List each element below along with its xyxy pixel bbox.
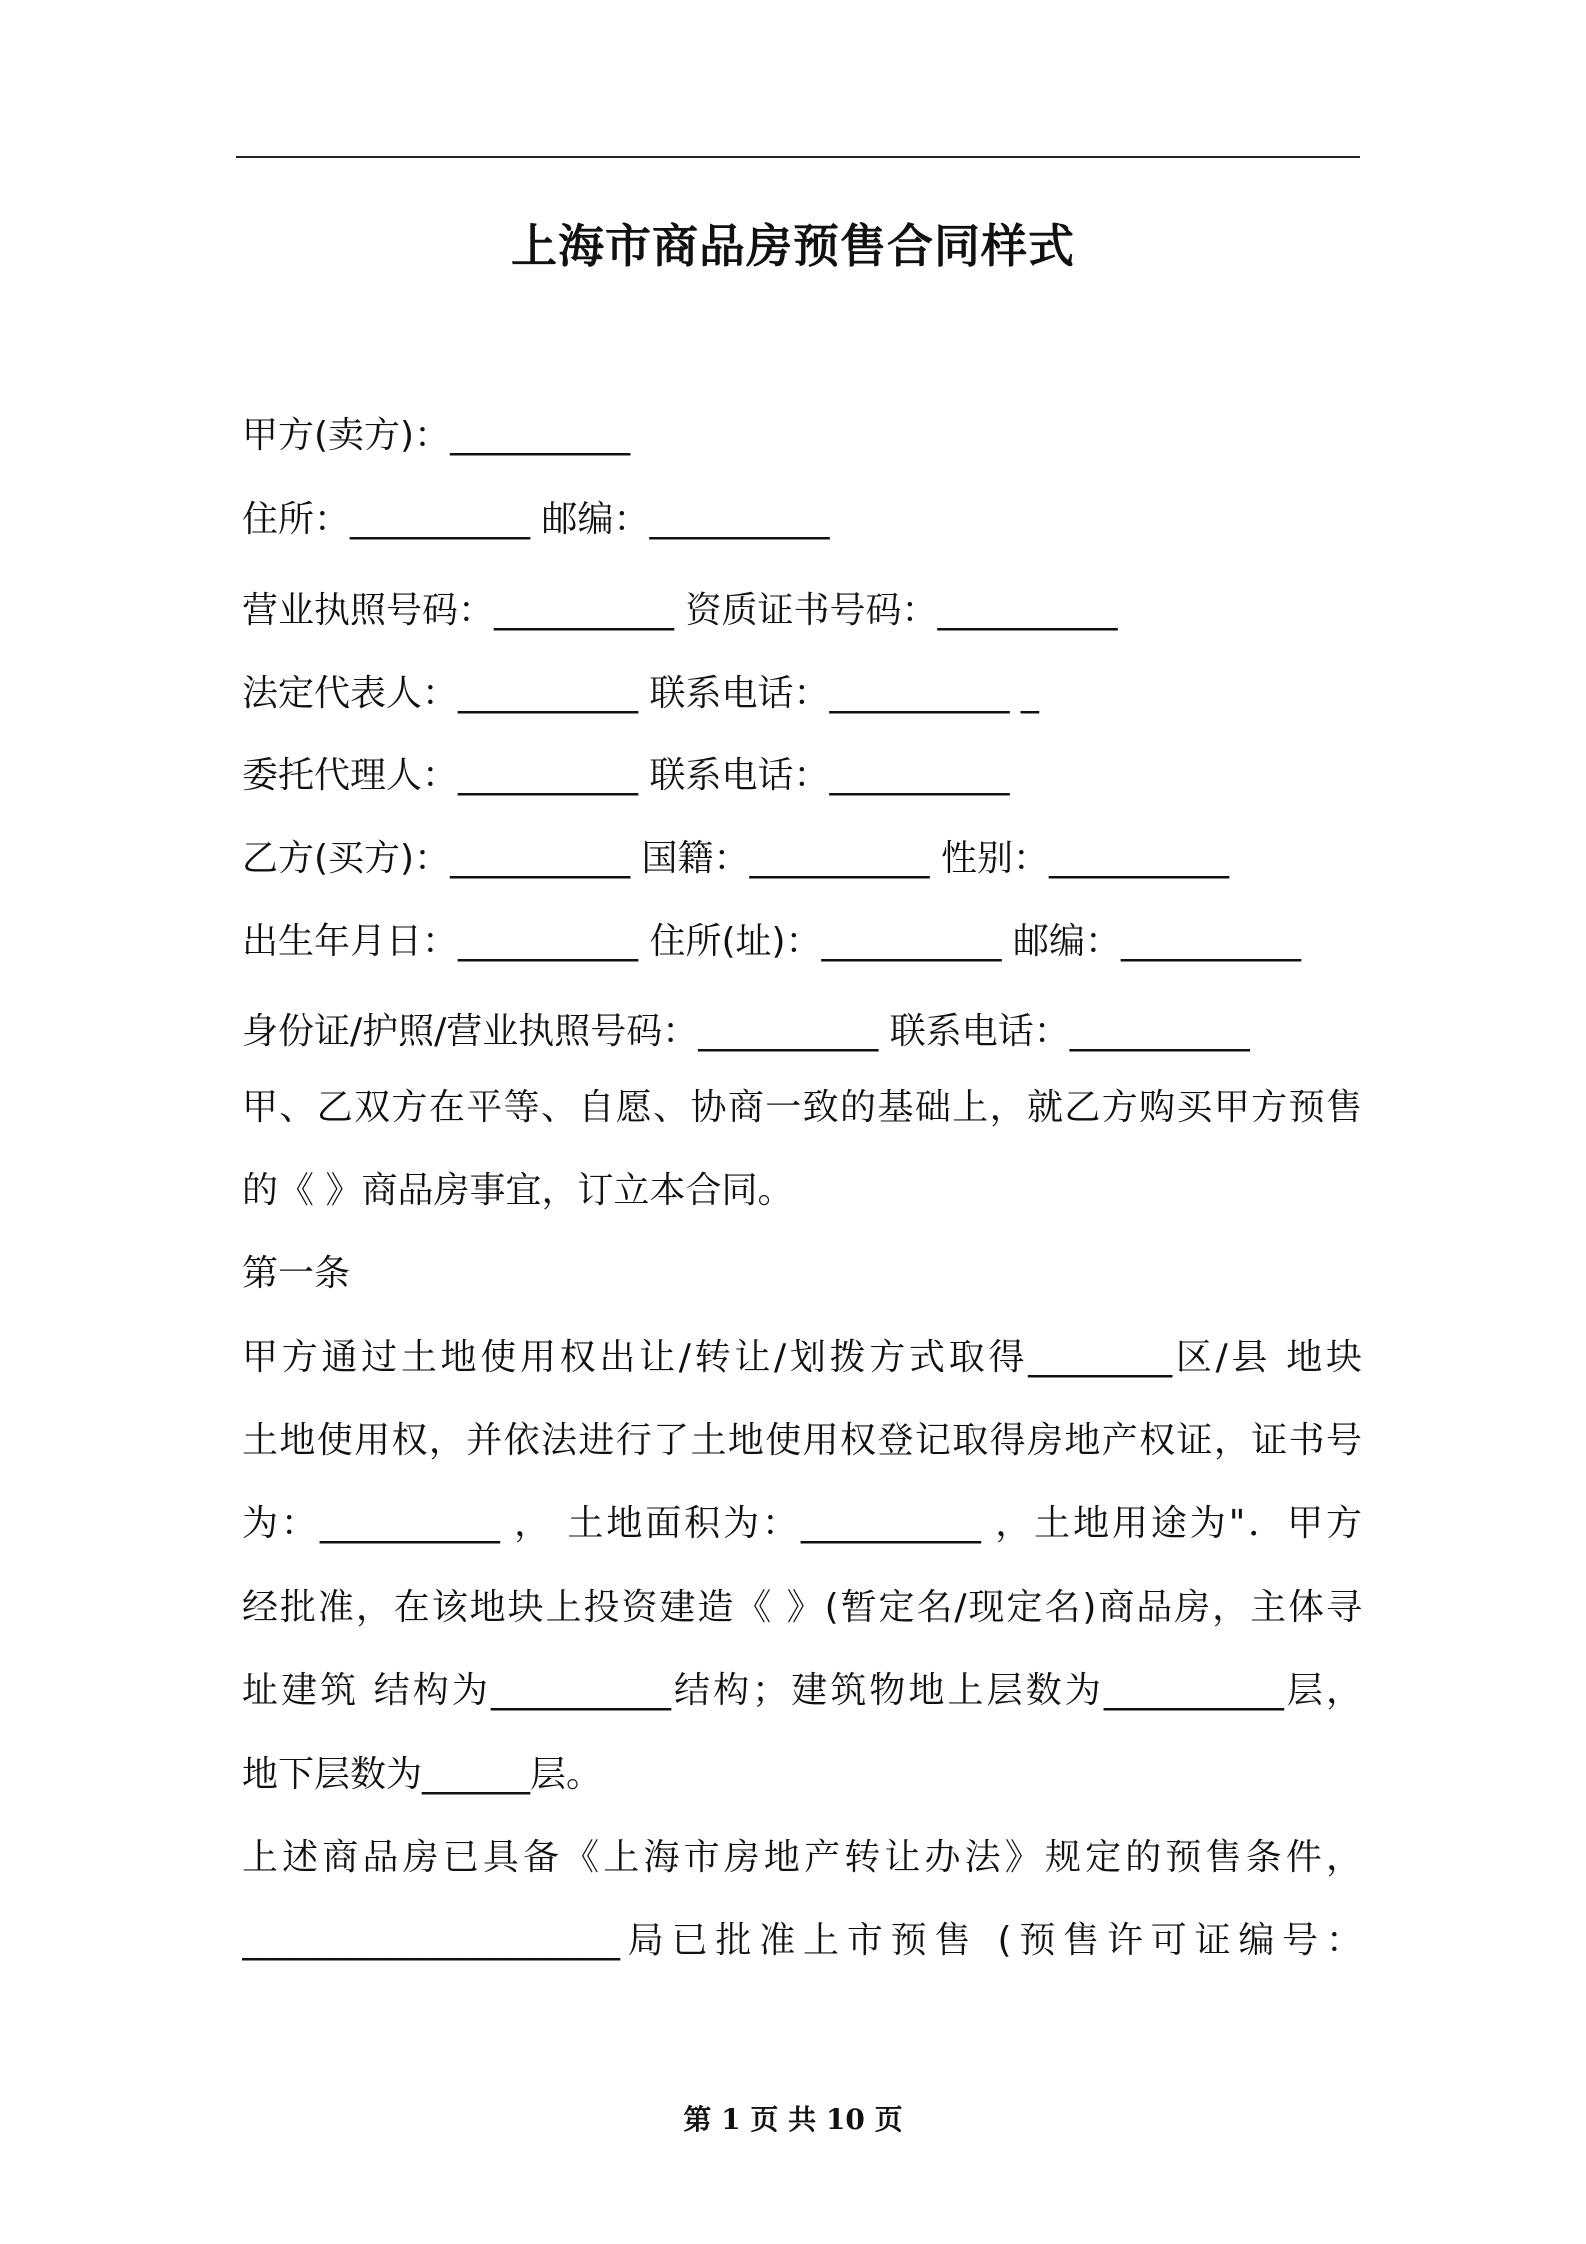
preamble-line-2: 的《 》商品房事宜，订立本合同。 [242,1170,794,1211]
preamble-line-1: 甲、乙双方在平等、自愿、协商一致的基础上，就乙方购买甲方预售 [242,1087,1362,1128]
article-line-8: _____________________局已批准上市预售 (预售许可证编号： [242,1920,1362,1961]
article-line-6: 地下层数为______层。 [242,1754,603,1795]
party-b-name-line: 乙方(买方)：__________ 国籍：__________ 性别：__________ [242,838,1229,879]
document-title: 上海市商品房预售合同样式 [511,219,1075,273]
header-rule [236,156,1360,158]
article-line-4: 经批准，在该地块上投资建造《 》(暂定名/现定名)商品房，主体寻 [242,1587,1362,1628]
article-line-1: 甲方通过土地使用权出让/转让/划拨方式取得________区/县 地块 [242,1337,1362,1378]
article-heading: 第一条 [242,1253,351,1294]
article-line-7: 上述商品房已具备《上海市房地产转让办法》规定的预售条件， [242,1837,1362,1878]
party-a-legal-rep-line: 法定代表人：__________ 联系电话：__________ _ [242,673,1039,714]
party-a-address-line: 住所：__________ 邮编：__________ [242,499,830,540]
party-b-birth-line: 出生年月日：__________ 住所(址)：__________ 邮编：__________ [242,921,1301,962]
party-a-license-line: 营业执照号码：__________ 资质证书号码：__________ [242,590,1118,631]
party-b-id-line: 身份证/护照/营业执照号码：__________ 联系电话：__________ [242,1011,1250,1052]
page-footer: 第 1 页 共 10 页 [683,2103,903,2136]
article-line-3: 为：__________ ， 土地面积为：__________ ，土地用途为"．甲方 [242,1503,1362,1544]
party-a-name-line: 甲方(卖方)：__________ [242,415,631,456]
party-a-agent-line: 委托代理人：__________ 联系电话：__________ [242,755,1010,796]
article-line-5: 址建筑 结构为__________结构；建筑物地上层数为__________层， [242,1670,1362,1711]
article-line-2: 土地使用权，并依法进行了土地使用权登记取得房地产权证，证书号 [242,1420,1362,1461]
